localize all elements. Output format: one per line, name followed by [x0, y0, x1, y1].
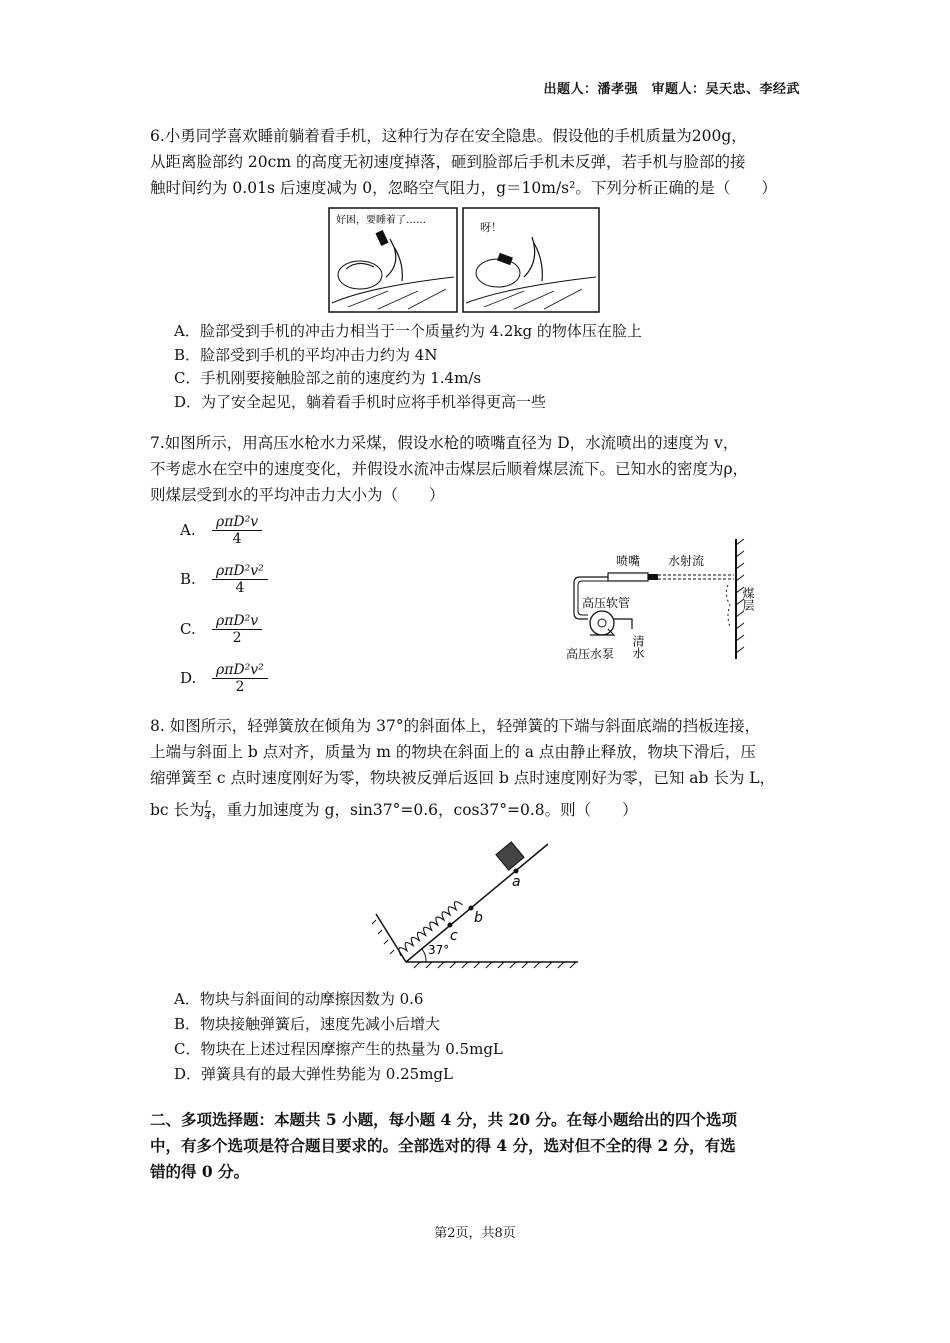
- option-b: B. $\frac{\text{ρπD²v²}}{4}$: [180, 557, 268, 601]
- label-nozzle: 喷嘴: [616, 554, 641, 568]
- option-b: B．脸部受到手机的平均冲击力约为 4N: [174, 345, 438, 364]
- option-a: A．脸部受到手机的冲击力相当于一个质量约为 4.2kg 的物体压在脸上: [174, 322, 642, 340]
- stem-line: 上端与斜面上 b 点对齐，质量为 m 的物块在斜面上的 a 点由静止释放，物块下滑后，压: [150, 743, 756, 761]
- label-b: b: [474, 910, 483, 926]
- water-jet-figure: [560, 535, 760, 665]
- option-c: C. $\frac{\text{ρπD²v}}{2}$: [180, 607, 262, 651]
- option-d: D. $\frac{\text{ρπD²v²}}{2}$: [180, 656, 268, 700]
- formula: $\frac{\text{ρπD²v²}}{2}$: [212, 662, 268, 695]
- point-b: [469, 906, 474, 911]
- formula: $\frac{\text{ρπD²v}}{4}$: [212, 514, 262, 547]
- option-a: A．物块与斜面间的动摩擦因数为 0.6: [174, 990, 424, 1008]
- formula: $\frac{\text{ρπD²v}}{2}$: [212, 613, 262, 646]
- option-a: A. $\frac{\text{ρπD²v}}{4}$: [180, 508, 262, 552]
- formula: $\frac{\text{ρπD²v²}}{4}$: [212, 563, 268, 596]
- stem-line: 则煤层受到水的平均冲击力大小为（ ）: [150, 486, 445, 504]
- question-6-options: [150, 320, 810, 414]
- question-8-stem: [150, 713, 810, 823]
- section-line: 错的得 0 分。: [150, 1162, 250, 1181]
- nozzle-icon: [608, 573, 648, 581]
- option-c: C．物块在上述过程因摩擦产生的热量为 0.5mgL: [174, 1040, 503, 1058]
- fraction-l-over-4: $\frac{L}{4}$: [204, 799, 212, 822]
- cartoon-right-caption: 呀！: [480, 221, 502, 234]
- angle-label: 37°: [428, 943, 450, 957]
- cartoon-left-caption: 好困，要睡着了……: [336, 215, 426, 226]
- section-line: 二、多项选择题：本题共 5 小题，每小题 4 分，共 20 分。在每小题给出的四个选项: [150, 1110, 738, 1129]
- label-c: c: [450, 928, 458, 944]
- point-c: [448, 923, 453, 928]
- label-jet: 水射流: [668, 554, 705, 568]
- stem-line: 从距离脸部约 20cm 的高度无初速度掉落，砸到脸部后手机未反弹，若手机与脸部的接: [150, 153, 746, 171]
- label-coal: 煤层: [741, 587, 755, 611]
- stem-line: 不考虑水在空中的速度变化，并假设水流冲击煤层后顺着煤层流下。已知水的密度为ρ，: [150, 460, 749, 478]
- question-8-options: [150, 987, 810, 1087]
- cartoon-panel-left: [329, 208, 457, 312]
- option-d: D．弹簧具有的最大弹性势能为 0.25mgL: [174, 1065, 453, 1083]
- section-line: 中，有多个选项是符合题目要求的。全部选对的得 4 分，选对但不全的得 2 分，有选: [150, 1136, 736, 1155]
- option-b: B．物块接触弹簧后，速度先减小后增大: [174, 1015, 441, 1033]
- option-c: C．手机刚要接触脸部之前的速度约为 1.4m/s: [174, 369, 482, 387]
- page-number: 第2页，共8页: [434, 1226, 516, 1241]
- label-water: 清水: [631, 635, 645, 659]
- stem-line: bc 长为 $\frac{L}{4}$ ，重力加速度为 g，sin37°=0.6，cos37°=0.8。则（ ）: [150, 799, 638, 822]
- exam-authors: 出题人：潘孝强 审题人：吴天忠、李经武: [543, 82, 800, 97]
- option-d: D．为了安全起见，躺着看手机时应将手机举得更高一些: [174, 392, 547, 411]
- block-icon: [496, 842, 524, 870]
- stem-line: 触时间约为 0.01s 后速度减为 0，忽略空气阻力，g＝10m/s²。下列分析正确的是（ ）: [150, 179, 777, 197]
- stem-line: 缩弹簧至 c 点时速度刚好为零，物块被反弹后返回 b 点时速度刚好为零，已知 ab 长为 L，: [150, 769, 776, 787]
- question-6-stem: [150, 123, 810, 201]
- label-a: a: [512, 874, 521, 890]
- question-7-stem: [150, 430, 810, 508]
- stem-line: 8. 如图所示，轻弹簧放在倾角为 37°的斜面体上，轻弹簧的下端与斜面底端的挡板连接，: [150, 717, 761, 735]
- cartoon-panel-right: [463, 208, 599, 312]
- stem-line: 7.如图所示，用高压水枪水力采煤，假设水枪的喷嘴直径为 D，水流喷出的速度为 v，: [150, 434, 739, 452]
- stem-line: 6.小勇同学喜欢睡前躺着看手机，这种行为存在安全隐患。假设他的手机质量为200g，: [150, 127, 747, 145]
- incline-spring-figure: [370, 840, 580, 970]
- label-hose: 高压软管: [582, 596, 631, 610]
- section-2-instructions: [150, 1107, 810, 1185]
- q6-cartoon-figure: [328, 207, 600, 313]
- point-a: [514, 869, 519, 874]
- label-pump: 高压水泵: [566, 647, 615, 661]
